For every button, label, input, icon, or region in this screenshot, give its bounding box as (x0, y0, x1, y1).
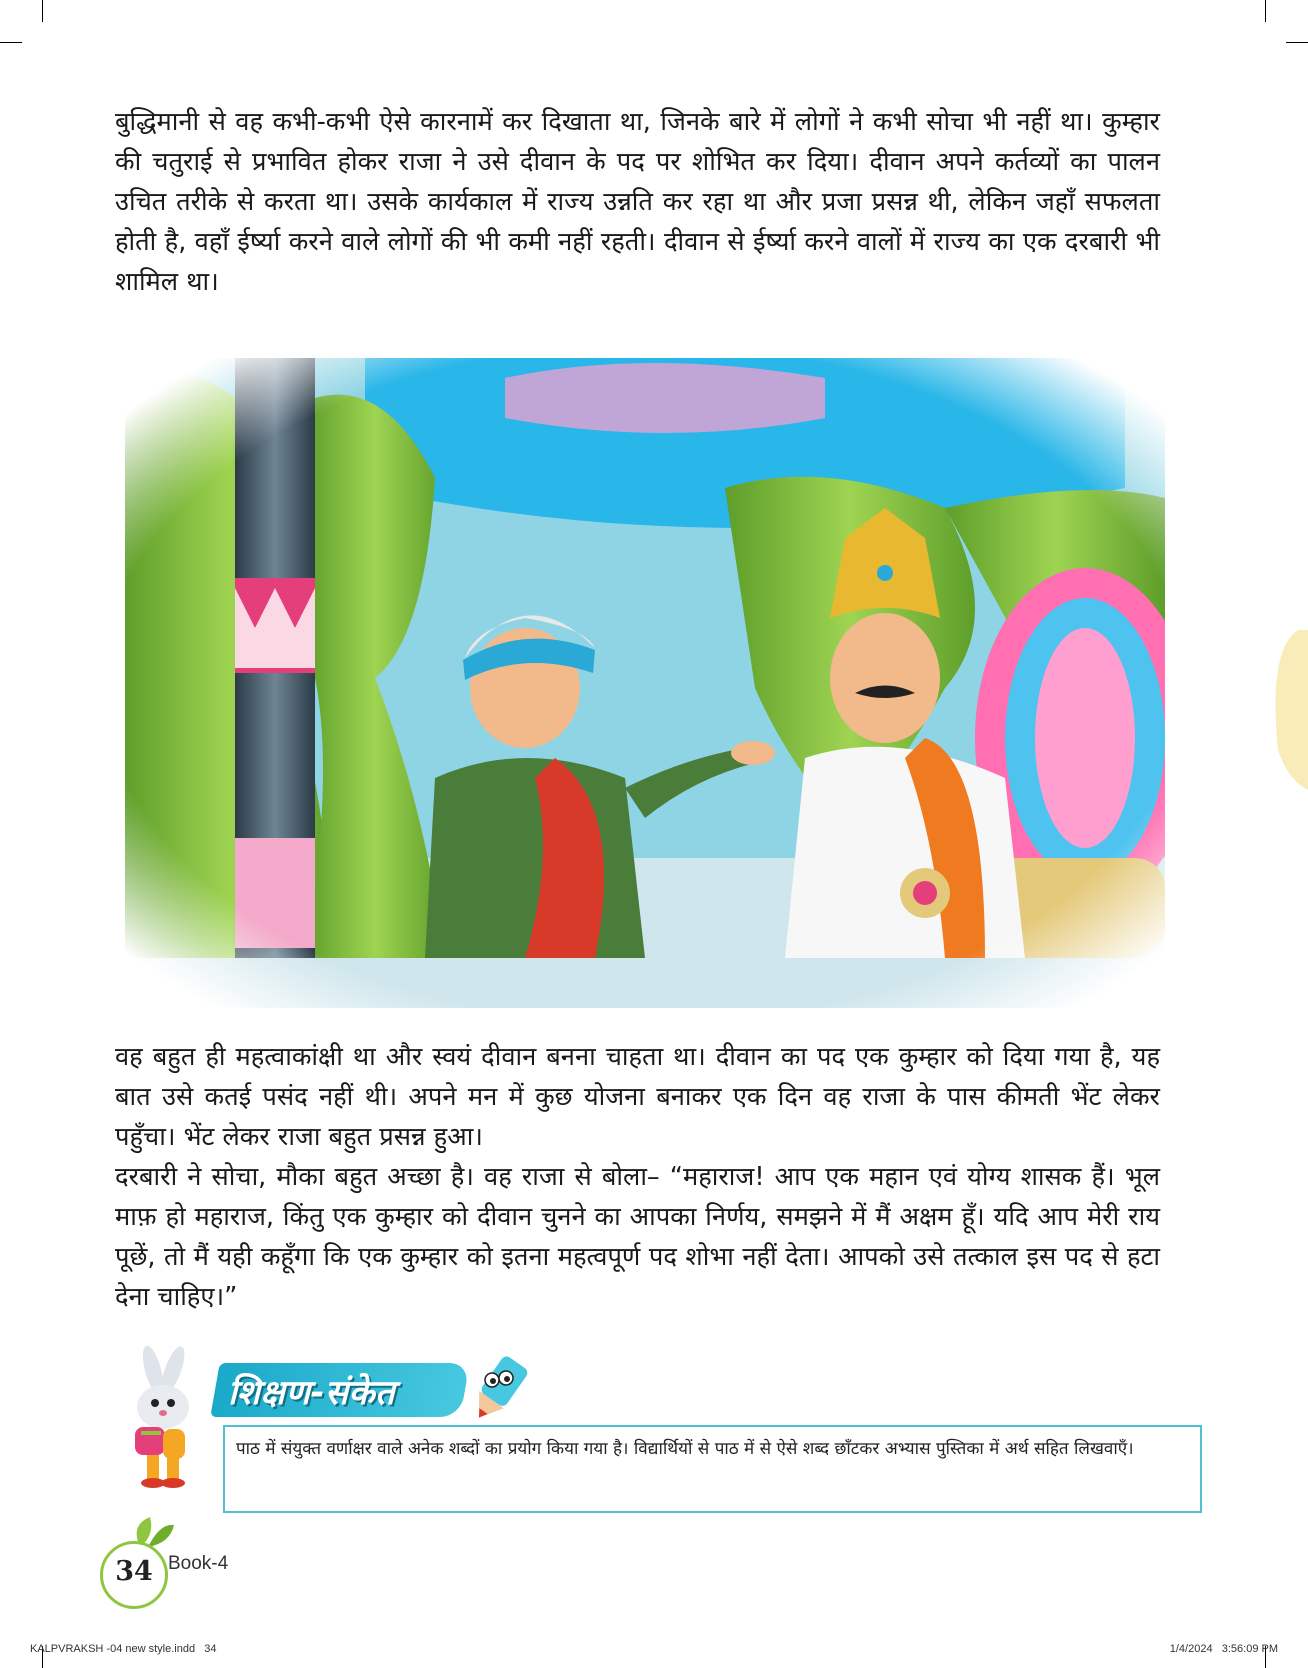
story-paragraph-1 (115, 102, 1160, 302)
paragraph-text: बुद्धिमानी से वह कभी-कभी ऐसे कारनामें कर दिखाता था, जिनके बारे में लोगों ने कभी सोचा भी नहीं था। कुम्हार की चतुराई से प्रभावित होकर राजा ने उसे दीवान के पद पर शोभित कर दिया। दीवान अपने कर्तव्यों का पालन उचित तरीके से करता था। उसके कार्यकाल में राज्य उन्नति कर रहा था और प्रजा प्रसन्न थी, लेकिन जहाँ सफलता होती है, वहाँ ईर्ष्या करने वाले लोगों की भी कमी नहीं रहती। दीवान से ईर्ष्या करने वालों में राज्य का एक दरबारी भी शामिल था। (115, 107, 1160, 297)
crop-mark (0, 42, 22, 43)
crop-mark (1265, 0, 1266, 22)
story-paragraph-3 (115, 1157, 1160, 1317)
crop-mark (1286, 42, 1308, 43)
crop-mark (42, 0, 43, 22)
teaching-tip-text: पाठ में संयुक्त वर्णाक्षर वाले अनेक शब्दों का प्रयोग किया गया है। विद्यार्थियों से पाठ में से ऐसे शब्द छाँटकर अभ्यास पुस्तिका में अर्थ सहित लिखवाएँ। (236, 1439, 1134, 1459)
book-label: Book-4 (168, 1553, 229, 1574)
story-paragraph-2 (115, 1037, 1160, 1157)
rabbit-mascot-icon (115, 1345, 210, 1490)
teaching-tip-title: शिक्षण-संकेत (228, 1373, 395, 1413)
paragraph-text: वह बहुत ही महत्वाकांक्षी था और स्वयं दीवान बनना चाहता था। दीवान का पद एक कुम्हार को दिया गया है, यह बात उसे कतई पसंद नहीं थी। अपने मन में कुछ योजना बनाकर एक दिन वह राजा के पास कीमती भेंट लेकर पहुँचा। भेंट लेकर राजा बहुत प्रसन्न हुआ। (115, 1042, 1160, 1152)
side-decoration (1258, 330, 1308, 1130)
page-number: 34 (115, 1556, 153, 1587)
print-footer-timestamp: 1/4/2024 3:56:09 PM (1169, 1643, 1278, 1655)
print-footer-file: KALPVRAKSH -04 new style.indd 34 (30, 1643, 217, 1655)
pencil-mascot-icon (462, 1352, 537, 1427)
paragraph-text: दरबारी ने सोचा, मौका बहुत अच्छा है। वह राजा से बोला– “महाराज! आप एक महान एवं योग्य शासक हैं। भूल माफ़ हो महाराज, किंतु एक कुम्हार को दीवान चुनने का आपका निर्णय, समझने में मैं अक्षम हूँ। यदि आप मेरी राय पूछें, तो मैं यही कहूँगा कि एक कुम्हार को इतना महत्वपूर्ण पद शोभा नहीं देता। आपको उसे तत्काल इस पद से हटा देना चाहिए।” (115, 1162, 1160, 1312)
story-illustration (125, 358, 1165, 1008)
